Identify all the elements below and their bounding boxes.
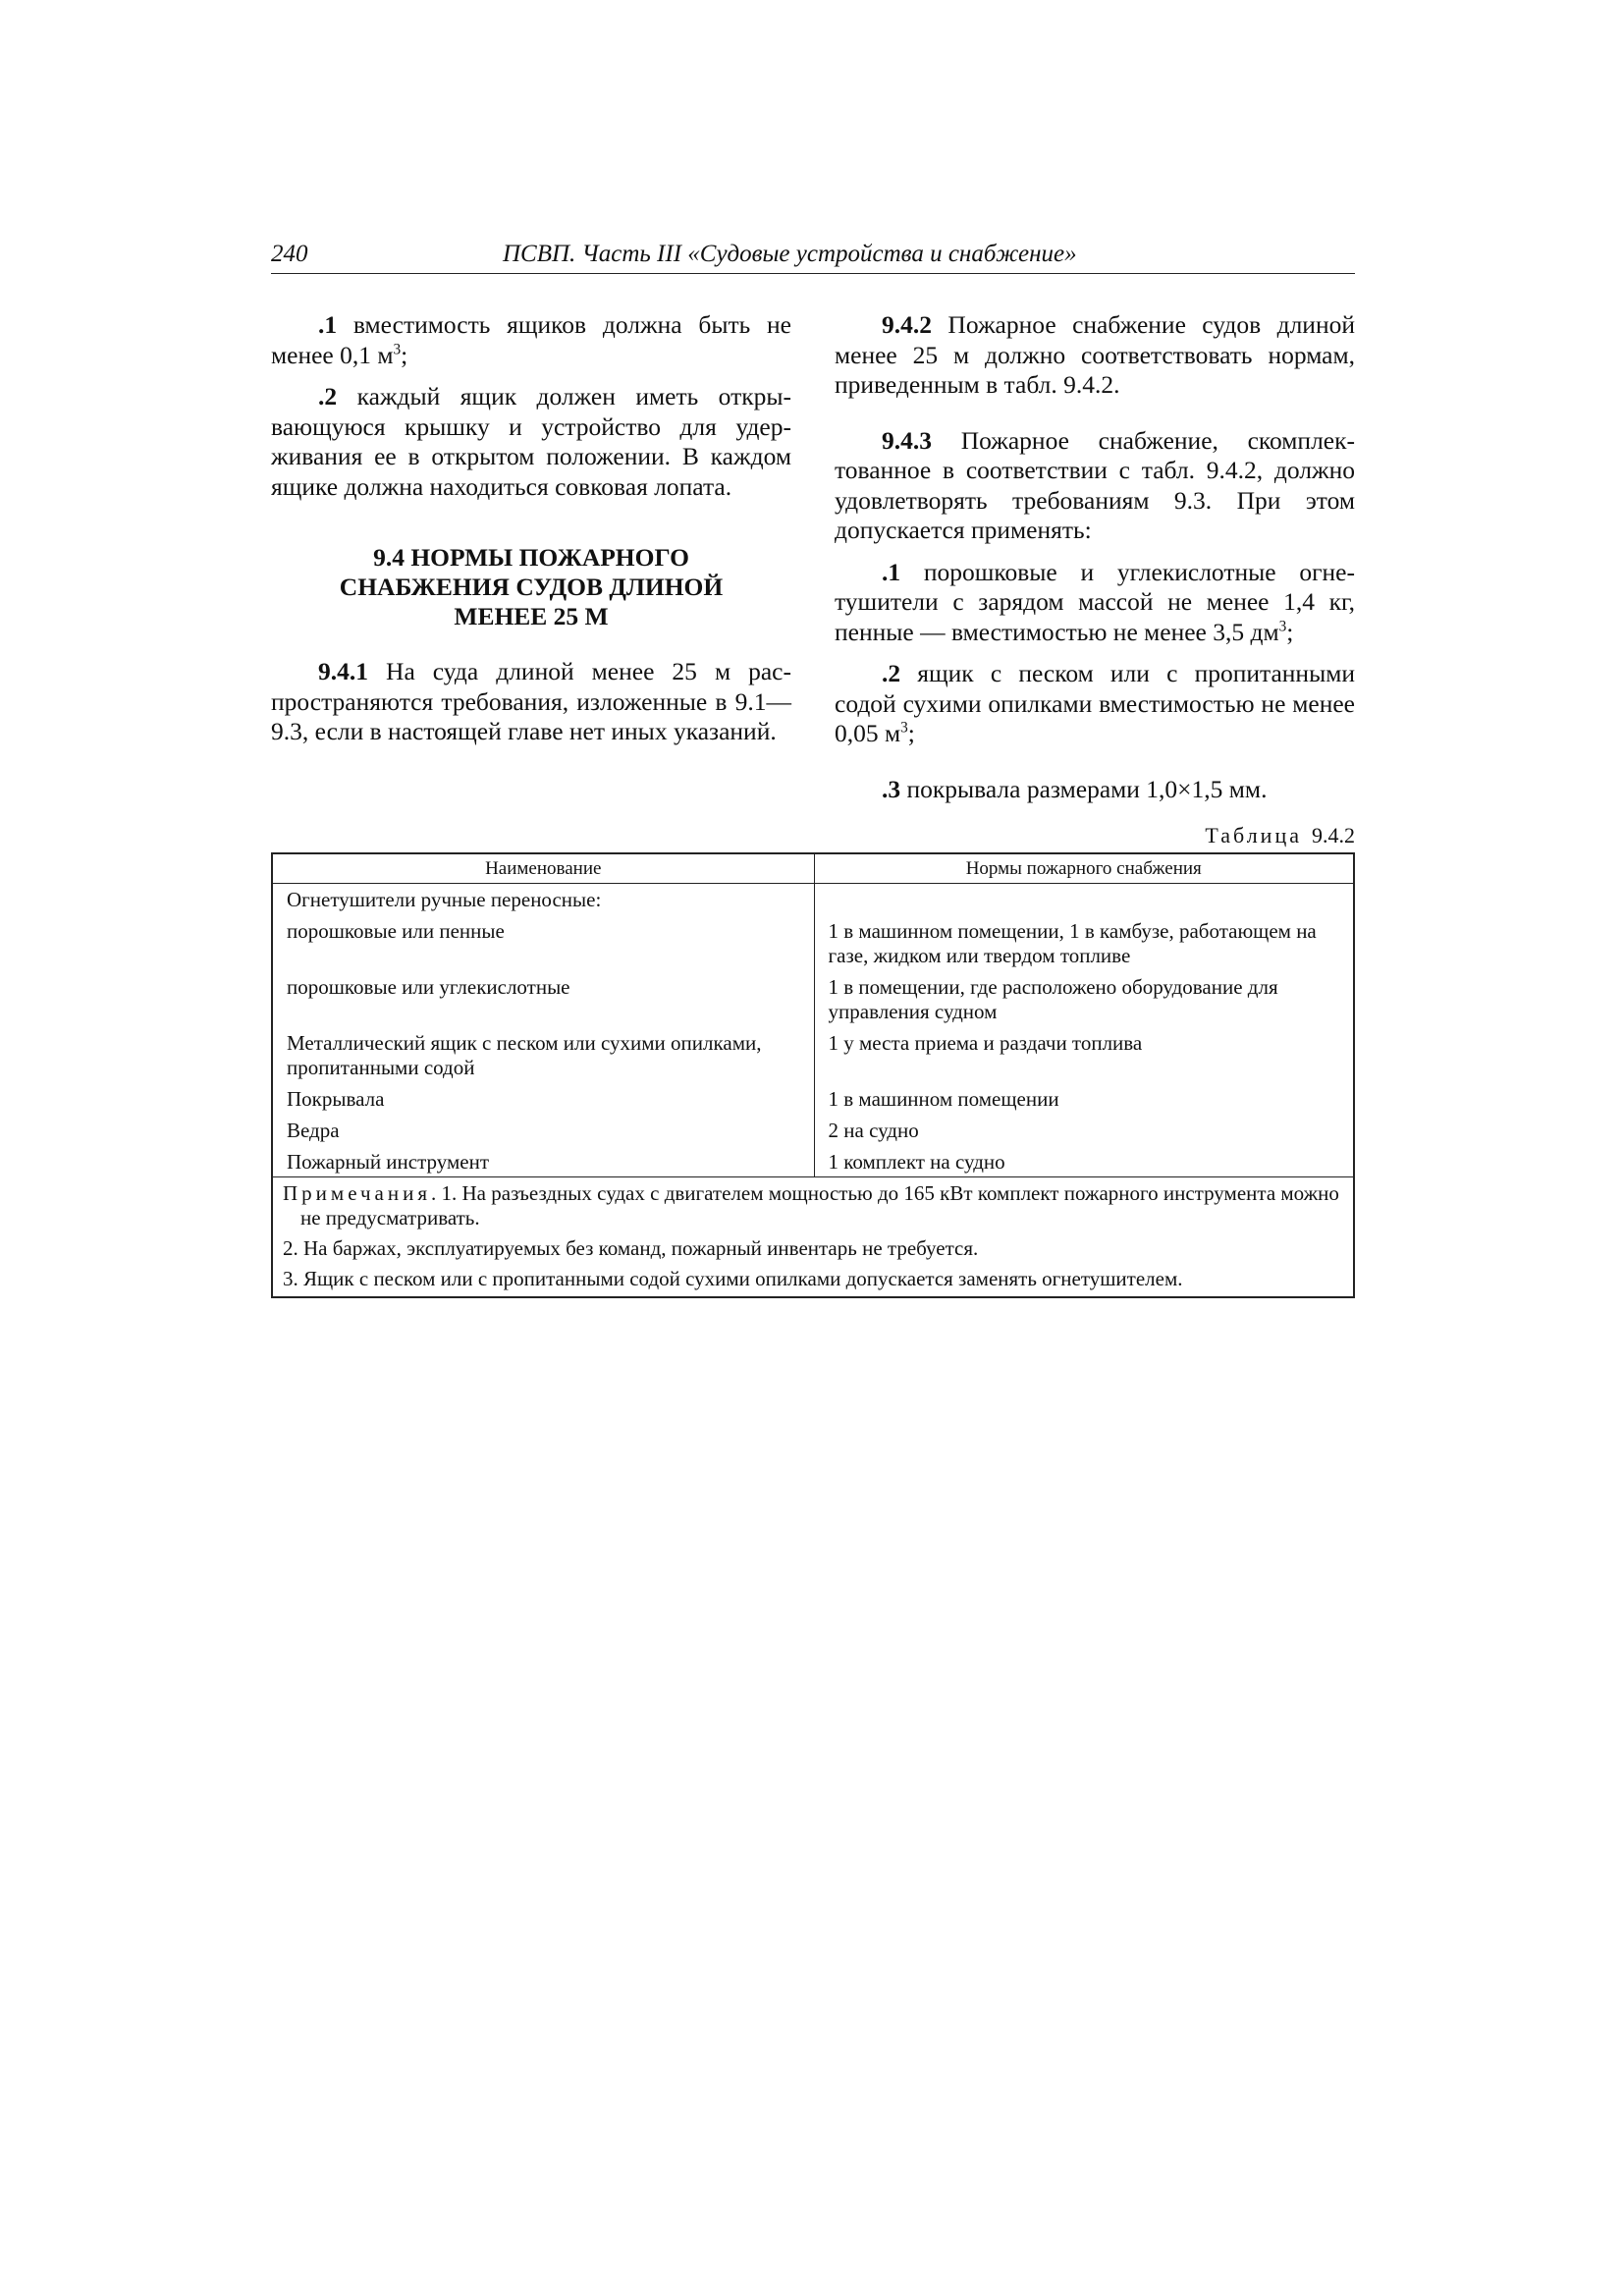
clause-text: На суда длиной менее 25 м распространяются требования, изложенные в 9.1—9.3, если в настоящей главе нет иных указаний. xyxy=(271,657,791,745)
item-name-cell: Покрывала xyxy=(272,1083,814,1115)
norm-cell: 1 комплект на судно xyxy=(814,1146,1354,1177)
item-text: каждый ящик должен иметь открывающуюся крышку и устройство для удерживания ее в открытом положении. В каждом ящике должна находиться совковая лопата. xyxy=(271,382,791,501)
clause-number: 9.4.1 xyxy=(318,657,368,685)
right-item-3 xyxy=(835,775,1355,805)
item-tail: ; xyxy=(401,340,408,369)
column-header-norms: Нормы пожарного снабжения xyxy=(814,853,1354,884)
paragraph-9-4-3 xyxy=(835,426,1355,546)
item-number: .1 xyxy=(318,310,338,339)
table-row xyxy=(272,884,1354,916)
paragraph-9-4-2 xyxy=(835,310,1355,401)
item-text: покрывала размерами 1,0×1,5 мм. xyxy=(900,774,1268,803)
item-number: .2 xyxy=(882,659,901,687)
norm-cell xyxy=(814,884,1354,916)
norm-cell: 1 в машинном помещении xyxy=(814,1083,1354,1115)
table-row xyxy=(272,1083,1354,1115)
running-title: ПСВП. Часть III «Судовые устройства и снабжение» xyxy=(503,241,1077,267)
item-name-cell: порошковые или пенные xyxy=(272,915,814,971)
norm-cell: 2 на судно xyxy=(814,1115,1354,1146)
item-name-cell: Ведра xyxy=(272,1115,814,1146)
clause-number: 9.4.2 xyxy=(882,310,932,339)
table-caption-number: 9.4.2 xyxy=(1312,823,1355,847)
page-header xyxy=(271,240,1355,274)
norm-cell: 1 у места приема и раздачи топлива xyxy=(814,1027,1354,1083)
table-caption-word: Таблица xyxy=(1205,823,1302,847)
norm-cell: 1 в машинном помещении, 1 в камбузе, работающем на газе, жидком или твердом топливе xyxy=(814,915,1354,971)
note-2: 2. На баржах, эксплуатируемых без команд, пожарный инвентарь не требуется. xyxy=(283,1236,979,1260)
clause-text: Пожарное снабжение, скомплектованное в соответствии с табл. 9.4.2, должно удовлетворять требованиям 9.3. При этом допускается применять: xyxy=(835,425,1355,544)
note-text: . 1. На разъездных судах с двигателем мощностью до 165 кВт комплект пожарного инструмента можно не предусматривать. xyxy=(300,1181,1339,1230)
table-header-row xyxy=(272,853,1354,884)
item-name-cell: Пожарный инструмент xyxy=(272,1146,814,1177)
item-number: .2 xyxy=(318,382,338,410)
right-item-2 xyxy=(835,659,1355,749)
table-row xyxy=(272,915,1354,971)
item-text: порошковые и углекислотные огнетушители с зарядом массой не менее 1,4 кг, пенные — вместимостью не менее 3,5 дм xyxy=(835,557,1355,646)
item-tail: ; xyxy=(1286,617,1294,646)
table-row xyxy=(272,1146,1354,1177)
left-column xyxy=(271,310,791,759)
right-item-1 xyxy=(835,558,1355,648)
item-name-cell: порошковые или углекислотные xyxy=(272,971,814,1027)
item-number: .3 xyxy=(882,774,901,803)
item-name-cell: Металлический ящик с песком или сухими опилками, пропитанными содой xyxy=(272,1027,814,1083)
section-heading: 9.4 НОРМЫ ПОЖАРНОГО СНАБЖЕНИЯ СУДОВ ДЛИНОЙ МЕНЕЕ 25 М xyxy=(339,543,724,630)
norm-cell: 1 в помещении, где расположено оборудование для управления судном xyxy=(814,971,1354,1027)
item-name-cell: Огнетушители ручные переносные: xyxy=(272,884,814,916)
note-3: 3. Ящик с песком или с пропитанными содой сухими опилками допускается заменять огнетушителем. xyxy=(283,1267,1183,1290)
table-row xyxy=(272,1115,1354,1146)
superscript: 3 xyxy=(393,341,402,357)
clause-number: 9.4.3 xyxy=(882,425,932,455)
superscript: 3 xyxy=(1278,618,1287,634)
item-text: ящик с песком или с пропитанными содой сухими опилками вместимостью не менее 0,05 м xyxy=(835,659,1355,747)
table-notes xyxy=(272,1177,1354,1298)
table-row xyxy=(272,971,1354,1027)
note-1 xyxy=(283,1181,1343,1230)
right-column xyxy=(835,310,1355,816)
item-tail: ; xyxy=(907,719,915,747)
paragraph-9-4-1 xyxy=(271,657,791,747)
table-notes-row xyxy=(272,1177,1354,1298)
column-header-name: Наименование xyxy=(272,853,814,884)
clause-text: Пожарное снабжение судов длиной менее 25 м должно соответствовать нормам, приведенным в табл. 9.4.2. xyxy=(835,310,1355,399)
left-item-1 xyxy=(271,310,791,370)
item-number: .1 xyxy=(882,557,901,586)
superscript: 3 xyxy=(900,719,908,737)
table-row xyxy=(272,1027,1354,1083)
table-caption xyxy=(1041,823,1355,848)
fire-equipment-norms-table xyxy=(271,852,1355,1298)
item-text: вместимость ящиков должна быть не менее 0,1 м xyxy=(271,310,791,369)
notes-label: Примечания xyxy=(283,1181,432,1205)
left-item-2 xyxy=(271,382,791,502)
page-number: 240 xyxy=(271,241,308,267)
